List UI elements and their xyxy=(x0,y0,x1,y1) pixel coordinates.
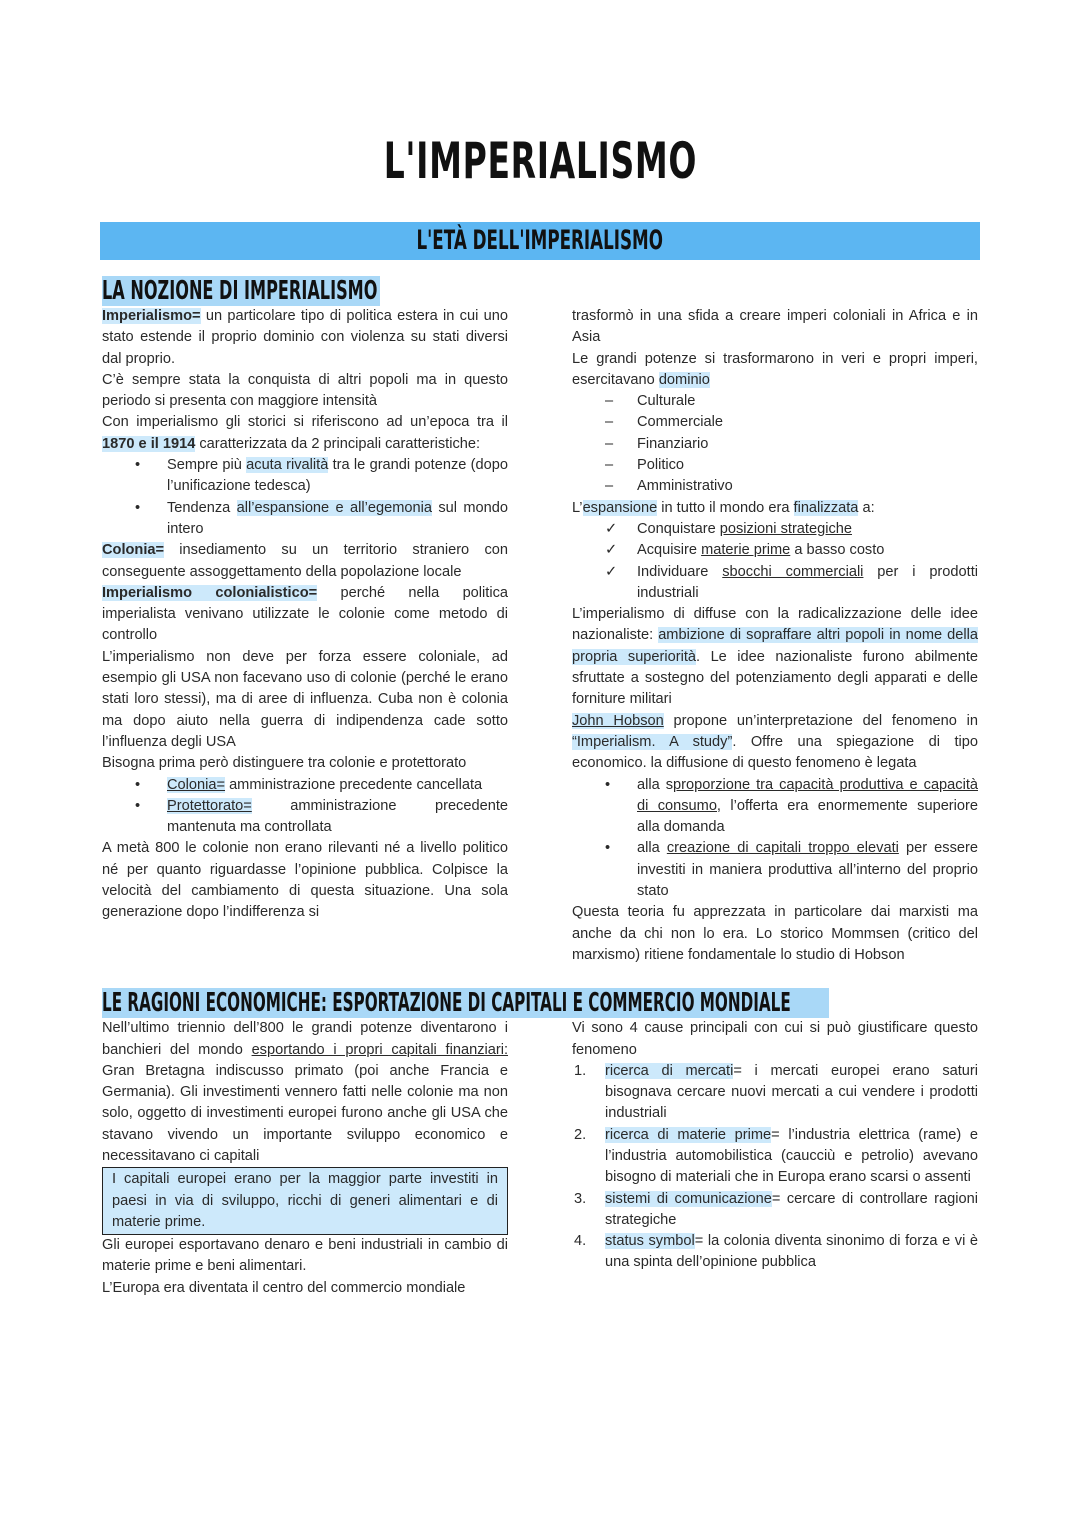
section-0-columns xyxy=(102,306,978,966)
highlighted-text: ricerca di materie prime xyxy=(605,1126,772,1143)
highlighted-text: sistemi di comunicazione xyxy=(605,1190,772,1207)
paragraph xyxy=(102,1278,508,1299)
text-run: Politico xyxy=(637,457,685,474)
text-run: propone un’interpretazione del fenomeno in xyxy=(663,712,978,729)
text-run: perché nella politica imperialista venivano utilizzate le colonie come metodo di controllo xyxy=(102,584,508,644)
text-run: Sempre più xyxy=(167,457,247,474)
paragraph xyxy=(102,1235,508,1278)
section-1-left-column xyxy=(102,1018,508,1299)
list-item xyxy=(572,434,978,455)
list-number: 4. xyxy=(574,1233,587,1250)
section-nozione xyxy=(102,276,978,966)
check-icon: ✓ xyxy=(605,563,618,580)
text-run: Finanziario xyxy=(637,435,709,452)
dash-bullet-icon: – xyxy=(605,478,614,495)
list xyxy=(572,775,978,903)
list-number: 1. xyxy=(574,1062,587,1079)
highlighted-text: John Hobson xyxy=(572,712,664,729)
paragraph xyxy=(572,306,978,349)
section-ragioni-economiche xyxy=(102,988,978,1299)
highlighted-text: finalizzata xyxy=(793,499,859,516)
text-run: . Offre una spiegazione di tipo economico. la diffusione di questo fenomeno è legata xyxy=(572,733,978,772)
text-run: I capitali europei erano per la maggior parte investiti in paesi in via di sviluppo, ricchi di generi alimentari e di materie prime. xyxy=(112,1171,498,1230)
text-run: Conquistare xyxy=(637,520,720,537)
paragraph xyxy=(572,902,978,966)
highlighted-text: Protettorato= xyxy=(167,797,252,814)
text-run: a basso costo xyxy=(790,542,885,559)
list-item xyxy=(572,775,978,839)
highlighted-text: “Imperialism. A study” xyxy=(572,733,733,750)
list-item xyxy=(572,1189,978,1232)
section-1-columns xyxy=(102,1018,978,1299)
list xyxy=(102,455,508,540)
text-run: = i mercati europei erano saturi bisognava cercare nuovi mercati a cui vendere i prodotti industriali xyxy=(605,1062,979,1122)
list-item xyxy=(572,391,978,412)
check-icon: ✓ xyxy=(605,520,618,537)
highlighted-text: proporzione tra capacità produttiva e capacità di consumo, xyxy=(637,776,978,814)
text-run: C’è sempre stata la conquista di altri popoli ma in questo periodo si presenta con maggiore intensità xyxy=(102,371,508,410)
text-run: Amministrativo xyxy=(637,478,733,495)
highlighted-text: acuta rivalità xyxy=(246,457,329,474)
highlighted-text: esportando i propri capitali finanziari: xyxy=(251,1041,509,1058)
text-run: sul mondo intero xyxy=(167,499,508,537)
paragraph xyxy=(572,604,978,710)
text-run: Gran Bretagna indiscusso primato (poi anche Francia e Germania). Gli investimenti vennero fatti nelle colonie ma non solo, oggetto di investimenti europei furono anche gli USA che stavano vivendo un importante sviluppo economico e necessitavano ci capitali xyxy=(102,1062,508,1164)
text-run: Acquisire xyxy=(637,542,702,559)
paragraph xyxy=(102,306,508,370)
bullet-icon: • xyxy=(135,457,141,474)
text-run: A metà 800 le colonie non erano rilevanti né a livello politico né per quanto riguardasse l’opinione pubblica. Colpisce la velocità del cambiamento di questa situazione. Una sola generazione dopo l’indifferenza si xyxy=(102,840,508,921)
highlighted-text: Imperialismo= xyxy=(102,308,201,324)
text-run: caratterizzata da 2 principali caratteristiche: xyxy=(195,435,481,452)
text-run: insediamento su un territorio straniero con conseguente assoggettamento della popolazione locale xyxy=(102,542,508,580)
paragraph xyxy=(102,370,508,413)
paragraph xyxy=(102,753,508,774)
text-run: L’imperialismo di diffuse con la radicalizzazione delle idee nazionaliste: xyxy=(572,606,978,644)
paragraph xyxy=(102,540,508,583)
text-run: per i prodotti industriali xyxy=(637,563,978,601)
page-content xyxy=(102,276,978,1361)
text-run: Individuare xyxy=(637,563,723,580)
text-run: amministrazione precedente cancellata xyxy=(225,776,483,793)
list xyxy=(572,391,978,497)
section-heading-nozione xyxy=(102,276,380,306)
paragraph xyxy=(102,647,508,753)
text-run: in tutto il mondo era xyxy=(657,499,794,516)
highlighted-text: Colonia= xyxy=(167,776,226,793)
list-item xyxy=(572,1231,978,1274)
text-run: Questa teoria fu apprezzata in particolare dai marxisti ma anche da chi non lo era. Lo storico Mommsen (critico del marxismo) ritiene fondamentale lo studio di Hobson xyxy=(572,904,978,963)
list-item xyxy=(102,796,508,839)
list-number: 3. xyxy=(574,1190,587,1207)
highlighted-text: sbocchi commerciali xyxy=(722,563,864,580)
list-item xyxy=(572,519,978,540)
highlighted-text: espansione xyxy=(582,499,658,516)
highlighted-text: all’espansione e all’egemonia xyxy=(236,499,432,516)
list-item xyxy=(102,498,508,541)
text-run: Vi sono 4 cause principali con cui si può giustificare questo fenomeno xyxy=(572,1020,978,1058)
section-heading-ragioni-economiche xyxy=(102,988,829,1018)
text-run: L’ xyxy=(572,499,583,516)
highlighted-text: Colonia= xyxy=(102,542,165,559)
text-run: a: xyxy=(858,499,875,516)
text-run: L’imperialismo non deve per forza essere coloniale, ad esempio gli USA non facevano uso di colonie (perché le erano stati loro stessi), ma di aree di influenza. Cuba non è colonia ma dopo aiuto nella guerra di indipendenza cade sotto l’influenza degli USA xyxy=(102,648,508,750)
list xyxy=(572,519,978,604)
list xyxy=(572,1061,978,1274)
highlighted-text: ricerca di mercati xyxy=(605,1062,734,1079)
list-item xyxy=(572,540,978,561)
list-item xyxy=(572,562,978,605)
text-run: tra le grandi potenze (dopo l’unificazione tedesca) xyxy=(167,457,508,495)
highlighted-text: posizioni strategiche xyxy=(719,520,852,537)
paragraph xyxy=(102,412,508,455)
text-run: = la colonia diventa sinonimo di forza e vi è una spinta dell’opinione pubblica xyxy=(605,1233,978,1271)
highlighted-text: creazione di capitali troppo elevati xyxy=(666,840,899,857)
paragraph xyxy=(102,583,508,647)
text-run: = l’industria elettrica (rame) e l’industria automobilistica (caucciù e petrolio) avevano bisogno di materiali che in Europa erano scarsi o assenti xyxy=(605,1126,979,1186)
text-run: amministrazione precedente mantenuta ma controllata xyxy=(167,797,508,836)
page-title xyxy=(0,132,1080,190)
text-run: = cercare di controllare ragioni strategiche xyxy=(605,1190,978,1228)
highlighted-text: dominio xyxy=(658,371,710,388)
section-1-right-column xyxy=(572,1018,978,1274)
highlighted-text: Imperialismo colonialistico= xyxy=(102,584,318,601)
bullet-icon: • xyxy=(135,797,141,814)
list xyxy=(102,775,508,839)
dash-bullet-icon: – xyxy=(605,393,614,410)
list-item xyxy=(572,838,978,902)
text-run: Culturale xyxy=(637,393,696,410)
text-run: Nell’ultimo triennio dell’800 le grandi potenze diventarono i banchieri del mondo xyxy=(102,1020,508,1058)
bullet-icon: • xyxy=(135,776,141,793)
bullet-icon: • xyxy=(135,499,141,516)
page-title-text: L'IMPERIALISMO xyxy=(383,132,697,190)
paragraph xyxy=(102,1018,508,1167)
text-run: alla s xyxy=(637,776,674,793)
dash-bullet-icon: – xyxy=(605,435,614,452)
section-heading-text: LE RAGIONI ECONOMICHE: ESPORTAZIONE DI CAPITALI E COMMERCIO MONDIALE xyxy=(102,988,791,1019)
text-run: Gli europei esportavano denaro e beni industriali in cambio di materie prime e beni alimentari. xyxy=(102,1237,508,1275)
paragraph xyxy=(102,838,508,923)
text-run: Bisogna prima però distinguere tra colonie e protettorato xyxy=(102,755,467,772)
list-item xyxy=(572,476,978,497)
check-icon: ✓ xyxy=(605,542,618,559)
highlighted-text: ambizione di sopraffare altri popoli in nome della propria superiorità xyxy=(572,627,979,665)
text-run: Tendenza xyxy=(167,499,237,516)
paragraph xyxy=(572,1018,978,1061)
dash-bullet-icon: – xyxy=(605,457,614,474)
text-run: Le grandi potenze si trasformarono in veri e propri imperi, esercitavano xyxy=(572,350,978,388)
text-run: l’offerta era enormemente superiore alla domanda xyxy=(637,797,978,836)
section-0-right-column xyxy=(572,306,978,966)
bullet-icon: • xyxy=(605,840,611,857)
text-run: alla xyxy=(637,840,667,857)
paragraph xyxy=(572,349,978,392)
text-run: L’Europa era diventata il centro del commercio mondiale xyxy=(102,1279,466,1296)
callout-box xyxy=(102,1167,508,1235)
list-item xyxy=(572,412,978,433)
list-number: 2. xyxy=(574,1126,587,1143)
list-item xyxy=(572,1125,978,1189)
text-run: Con imperialismo gli storici si riferiscono ad un’epoca tra il xyxy=(102,414,508,431)
list-item xyxy=(572,455,978,476)
section-0-left-column xyxy=(102,306,508,924)
dash-bullet-icon: – xyxy=(605,414,614,431)
list-item xyxy=(572,1061,978,1125)
text-run: per essere investiti in maniera produttiva all’interno del proprio stato xyxy=(637,840,978,900)
text-run: Commerciale xyxy=(637,414,723,431)
list-item xyxy=(102,775,508,796)
bullet-icon: • xyxy=(605,776,611,793)
highlighted-text: status symbol xyxy=(605,1233,695,1250)
chapter-banner-text: L'ETÀ DELL'IMPERIALISMO xyxy=(416,225,664,256)
paragraph xyxy=(572,711,978,775)
chapter-banner xyxy=(100,222,980,260)
highlighted-text: 1870 e il 1914 xyxy=(102,435,196,452)
text-run: trasformò in una sfida a creare imperi coloniali in Africa e in Asia xyxy=(572,308,978,346)
highlighted-text: materie prime xyxy=(701,542,791,559)
paragraph xyxy=(572,498,978,519)
list-item xyxy=(102,455,508,498)
text-run: . Le idee nazionaliste furono abilmente sfruttate a sostegno del potenziamento degli apparati e delle forniture militari xyxy=(572,648,978,708)
text-run: un particolare tipo di politica estera in cui uno stato estende il proprio dominio con violenza su stati diversi dal proprio. xyxy=(102,308,508,367)
section-heading-text: LA NOZIONE DI IMPERIALISMO xyxy=(102,276,378,306)
